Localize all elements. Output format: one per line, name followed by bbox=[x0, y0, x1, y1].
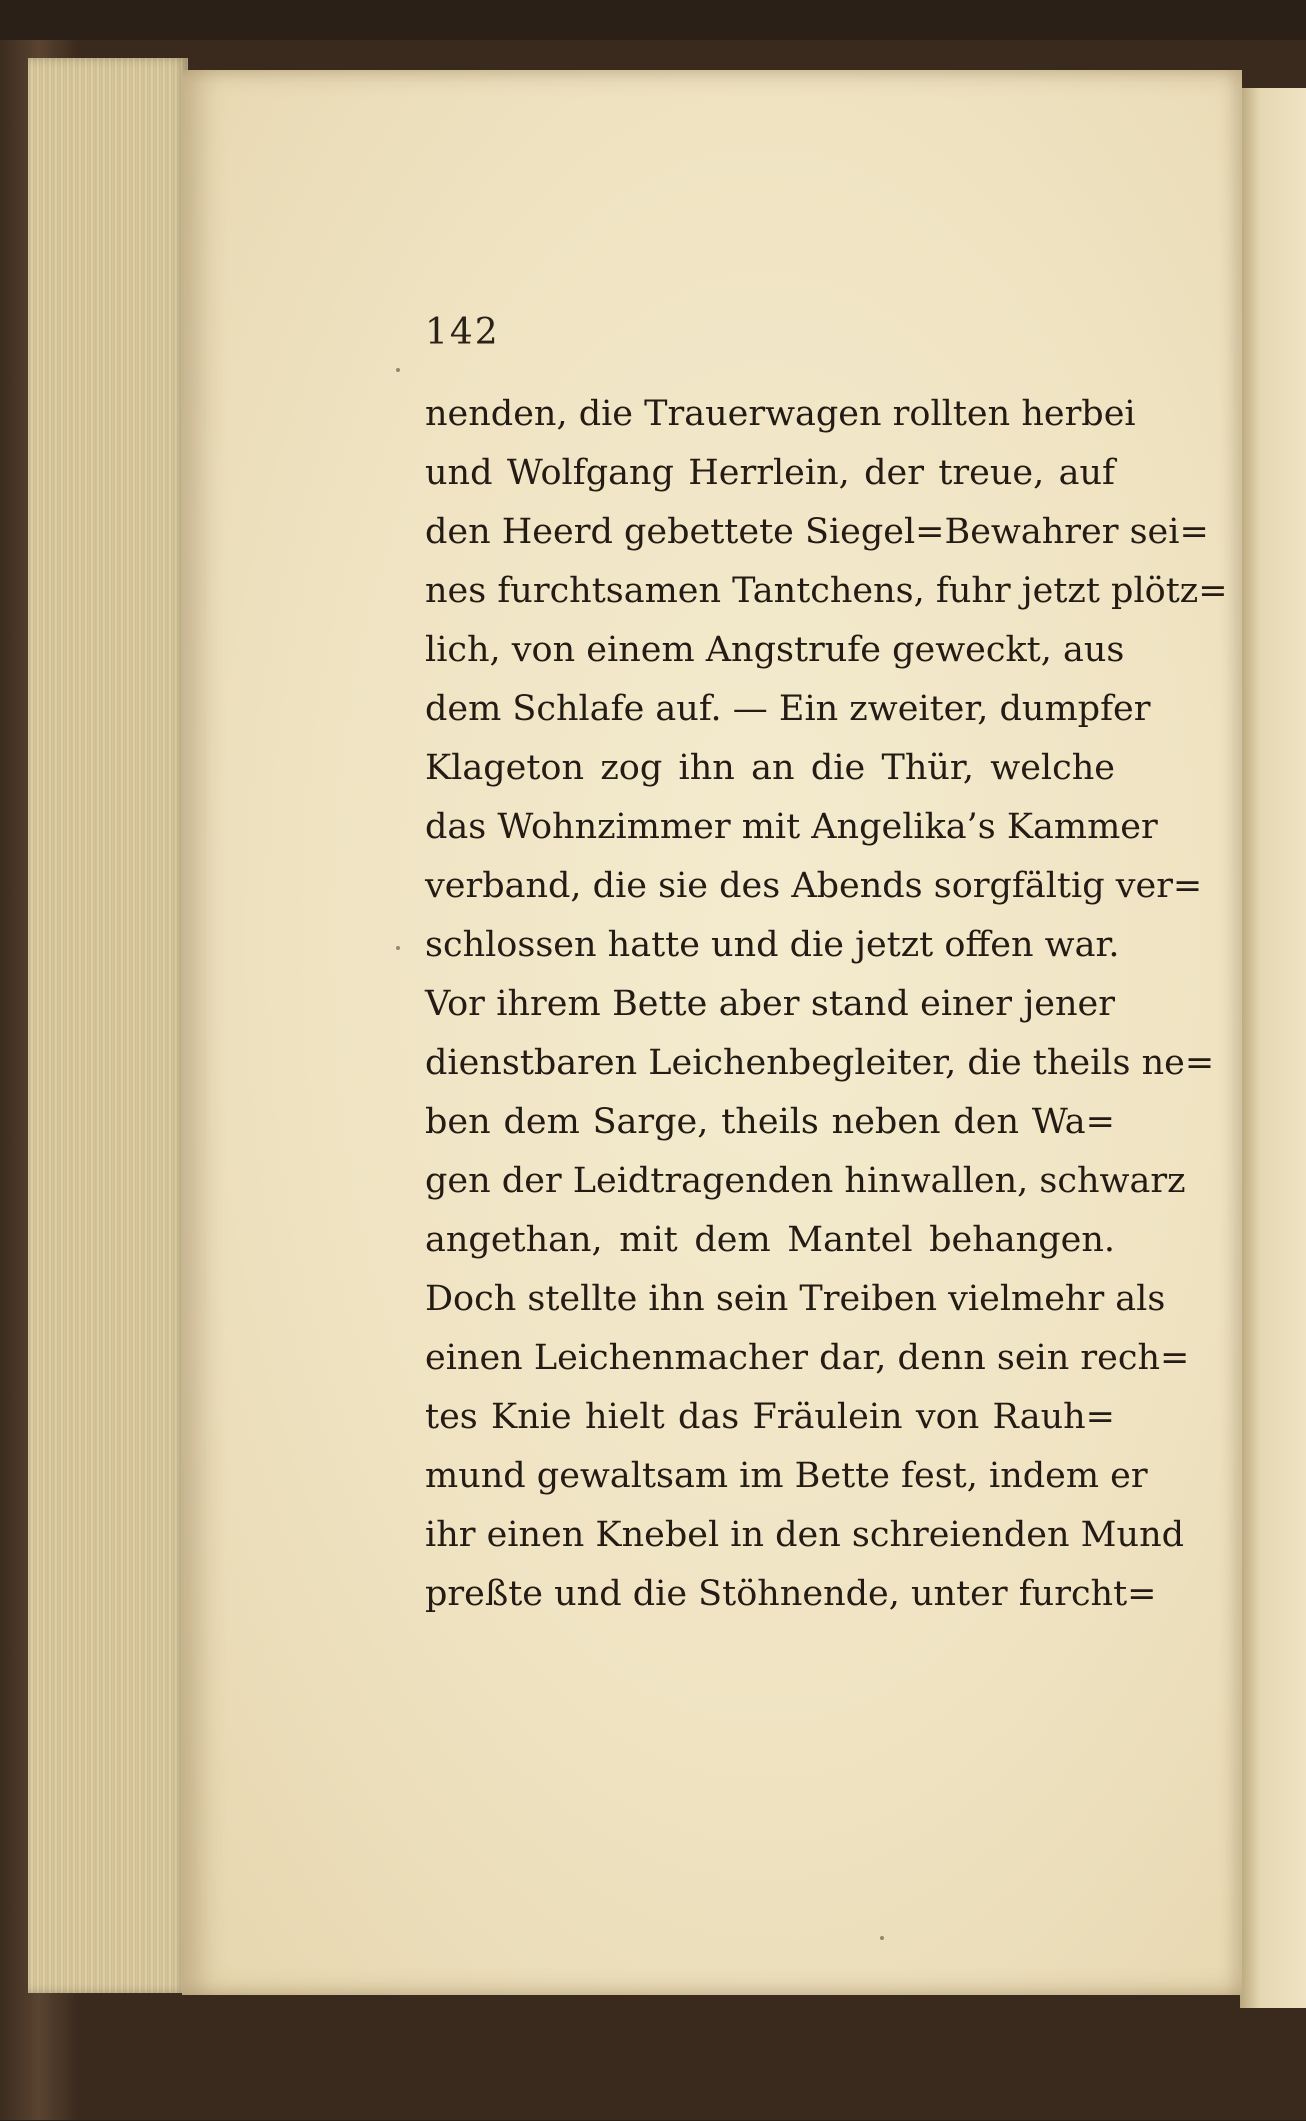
paper-speck bbox=[396, 368, 400, 372]
paper-speck bbox=[880, 1936, 884, 1940]
text-line: das Wohnzimmer mit Angelika’s Kammer bbox=[425, 807, 1158, 847]
text-line: gen der Leidtragenden hinwallen, schwarz bbox=[425, 1161, 1186, 1201]
page-number: 142 bbox=[425, 312, 500, 353]
text-line: schlossen hatte und die jetzt offen war. bbox=[425, 925, 1120, 965]
text-line: Klageton zog ihn an die Thür, welche bbox=[425, 748, 1115, 788]
text-line: und Wolfgang Herrlein, der treue, auf bbox=[425, 453, 1115, 493]
text-line: einen Leichenmacher dar, denn sein rech= bbox=[425, 1338, 1190, 1378]
text-line: lich, von einem Angstrufe geweckt, aus bbox=[425, 630, 1125, 670]
text-line: tes Knie hielt das Fräulein von Rauh= bbox=[425, 1397, 1115, 1437]
next-page-edge bbox=[1240, 88, 1306, 2008]
text-line: verband, die sie des Abends sorgfältig ver= bbox=[425, 866, 1203, 906]
text-line: den Heerd gebettete Siegel=Bewahrer sei= bbox=[425, 512, 1209, 552]
text-line: ben dem Sarge, theils neben den Wa= bbox=[425, 1102, 1115, 1142]
text-line: nes furchtsamen Tantchens, fuhr jetzt plötz= bbox=[425, 571, 1228, 611]
text-line: angethan, mit dem Mantel behangen. bbox=[425, 1220, 1115, 1260]
paper-speck bbox=[396, 946, 400, 950]
page-edges bbox=[28, 58, 188, 1993]
text-line: Vor ihrem Bette aber stand einer jener bbox=[425, 984, 1115, 1024]
text-line: dienstbaren Leichenbegleiter, die theils ne= bbox=[425, 1043, 1215, 1083]
body-text bbox=[425, 385, 1228, 1624]
text-line: dem Schlafe auf. — Ein zweiter, dumpfer bbox=[425, 689, 1151, 729]
text-line: mund gewaltsam im Bette fest, indem er bbox=[425, 1456, 1148, 1496]
text-line: nenden, die Trauerwagen rollten herbei bbox=[425, 394, 1136, 434]
text-line: ihr einen Knebel in den schreienden Mund bbox=[425, 1515, 1185, 1555]
text-line: Doch stellte ihn sein Treiben vielmehr als bbox=[425, 1279, 1166, 1319]
text-line: preßte und die Stöhnende, unter furcht= bbox=[425, 1574, 1157, 1614]
